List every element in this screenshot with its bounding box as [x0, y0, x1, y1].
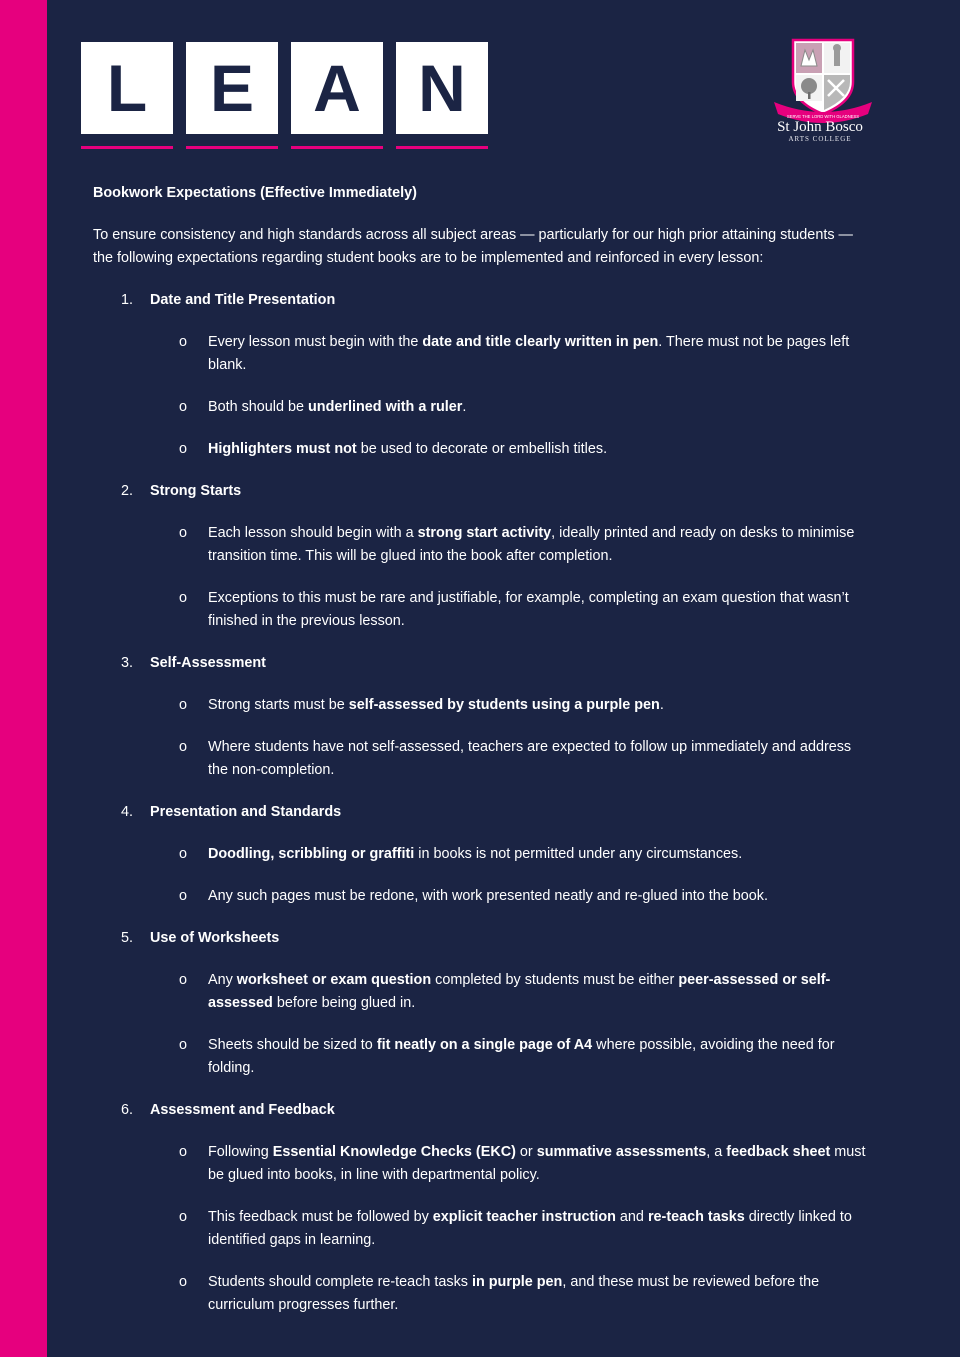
- text-run: in books is not permitted under any circumstances.: [414, 846, 743, 862]
- text-run: , and these must be reviewed before the curriculum progresses further.: [208, 1274, 820, 1313]
- text-run: directly linked to identified gaps in learning.: [208, 1209, 852, 1248]
- bullet-marker: o: [179, 697, 188, 713]
- section-number: 6.: [121, 1102, 134, 1118]
- text-run: Any such pages must be redone, with work presented neatly and re-glued into the book.: [208, 888, 768, 904]
- section-6: [93, 1099, 873, 1317]
- section-number: 2.: [121, 483, 134, 499]
- bold-text: date and title clearly written in pen: [422, 334, 659, 350]
- section-4: [93, 801, 873, 908]
- section-title: Strong Starts: [150, 483, 242, 499]
- bullet-marker: o: [179, 590, 188, 606]
- section-title: Date and Title Presentation: [150, 292, 336, 308]
- section-heading: [93, 927, 873, 950]
- bullet-item: [93, 1141, 873, 1187]
- bold-text: worksheet or exam question: [236, 972, 432, 988]
- bullet-marker: o: [179, 888, 188, 904]
- text-run: Any: [208, 972, 237, 988]
- text-run: This feedback must be followed by: [208, 1209, 433, 1225]
- logo-tile-a: A: [291, 42, 383, 134]
- text-run: Sheets should be sized to: [208, 1037, 377, 1053]
- bullet-item: [93, 587, 873, 633]
- logo-tile-n: N: [396, 42, 488, 134]
- bold-text: Doodling, scribbling or graffiti: [208, 846, 415, 862]
- section-heading: [93, 1099, 873, 1122]
- logo-underline: [81, 146, 173, 149]
- bold-text: summative assessments: [536, 1144, 707, 1160]
- bullet-marker: o: [179, 525, 188, 541]
- text-run: must be glued into books, in line with departmental policy.: [208, 1144, 866, 1183]
- bullet-item: [93, 522, 873, 568]
- text-run: , a: [706, 1144, 727, 1160]
- bullet-item: [93, 1271, 873, 1317]
- bullet-marker: o: [179, 334, 188, 350]
- bold-text: self-assessed by students using a purple pen: [348, 697, 660, 713]
- bold-text: Highlighters must not: [208, 441, 357, 457]
- bullet-item: [93, 694, 873, 717]
- logo-underline: [291, 146, 383, 149]
- text-run: .: [659, 697, 664, 713]
- document-title: Bookwork Expectations (Effective Immediately): [93, 185, 417, 201]
- logo-underline: [186, 146, 278, 149]
- text-run: and: [615, 1209, 648, 1225]
- bold-text: in purple pen: [471, 1274, 563, 1290]
- section-heading: [93, 480, 873, 503]
- bold-text: feedback sheet: [726, 1144, 831, 1160]
- intro-paragraph: To ensure consistency and high standards across all subject areas — particularly for our high prior attaining students — the following expectations regarding student books are to be implemented and reinforced in every lesson:: [93, 227, 853, 266]
- text-run: Where students have not self-assessed, teachers are expected to follow up immediately and address the non-completion.: [208, 739, 852, 778]
- bullet-marker: o: [179, 972, 188, 988]
- section-number: 1.: [121, 292, 134, 308]
- section-heading: [93, 289, 873, 312]
- section-title: Use of Worksheets: [150, 930, 280, 946]
- bullet-marker: o: [179, 399, 188, 415]
- text-run: be used to decorate or embellish titles.: [356, 441, 608, 457]
- bullet-marker: o: [179, 1274, 188, 1290]
- bold-text: peer-assessed or self-assessed: [208, 972, 831, 1011]
- section-title: Presentation and Standards: [150, 804, 342, 820]
- bullet-item: [93, 438, 873, 461]
- school-subtitle: ARTS COLLEGE: [788, 135, 852, 143]
- section-title: Self-Assessment: [150, 655, 266, 671]
- text-run: .: [462, 399, 467, 415]
- text-run: Each lesson should begin with a: [208, 525, 418, 541]
- text-run: . There must not be pages left blank.: [208, 334, 850, 373]
- section-number: 3.: [121, 655, 134, 671]
- logo-tile-l: L: [81, 42, 173, 134]
- bold-text: strong start activity: [417, 525, 552, 541]
- section-number: 4.: [121, 804, 134, 820]
- section-2: [93, 480, 873, 633]
- bold-text: Essential Knowledge Checks (EKC): [272, 1144, 516, 1160]
- text-run: Both should be: [208, 399, 309, 415]
- logo-underline: [396, 146, 488, 149]
- section-heading: [93, 652, 873, 675]
- text-run: before being glued in.: [272, 995, 416, 1011]
- bullet-item: [93, 1034, 873, 1080]
- section-number: 5.: [121, 930, 134, 946]
- text-run: Students should complete re-teach tasks: [208, 1274, 472, 1290]
- bullet-marker: o: [179, 441, 188, 457]
- bold-text: fit neatly on a single page of A4: [376, 1037, 593, 1053]
- document-body: [93, 182, 873, 1317]
- section-title: Assessment and Feedback: [150, 1102, 335, 1118]
- bullet-marker: o: [179, 739, 188, 755]
- bullet-item: [93, 969, 873, 1015]
- school-name: St John Bosco: [777, 119, 863, 135]
- bullet-item: [93, 736, 873, 782]
- bullet-item: [93, 843, 873, 866]
- bullet-item: [93, 1206, 873, 1252]
- bold-text: underlined with a ruler: [308, 399, 463, 415]
- bullet-marker: o: [179, 1144, 188, 1160]
- bold-text: explicit teacher instruction: [432, 1209, 616, 1225]
- crest-motto: SERVE THE LORD WITH GLADNESS: [786, 114, 860, 119]
- section-heading: [93, 801, 873, 824]
- bullet-item: [93, 885, 873, 908]
- bullet-item: [93, 396, 873, 419]
- text-run: where possible, avoiding the need for folding.: [208, 1037, 835, 1076]
- section-3: [93, 652, 873, 782]
- bullet-marker: o: [179, 1209, 188, 1225]
- text-run: , ideally printed and ready on desks to minimise transition time. This will be glued into the book after completion.: [208, 525, 855, 564]
- left-accent-stripe: [0, 0, 47, 1357]
- sections-list: [93, 289, 873, 1317]
- bullet-marker: o: [179, 1037, 188, 1053]
- section-5: [93, 927, 873, 1080]
- text-run: Exceptions to this must be rare and justifiable, for example, completing an exam question that wasn’t finished in the previous lesson.: [208, 590, 849, 629]
- section-1: [93, 289, 873, 461]
- bullet-marker: o: [179, 846, 188, 862]
- text-run: Strong starts must be: [208, 697, 349, 713]
- text-run: or: [515, 1144, 537, 1160]
- text-run: completed by students must be either: [431, 972, 679, 988]
- bold-text: re-teach tasks: [647, 1209, 745, 1225]
- logo-tile-e: E: [186, 42, 278, 134]
- bullet-item: [93, 331, 873, 377]
- text-run: Following: [208, 1144, 273, 1160]
- text-run: Every lesson must begin with the: [208, 334, 423, 350]
